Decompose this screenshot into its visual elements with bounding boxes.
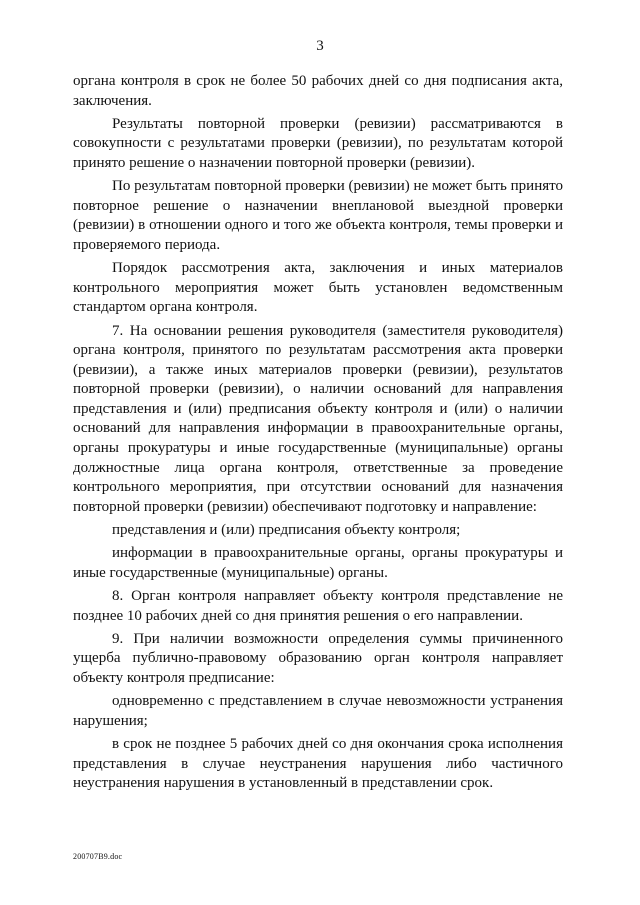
paragraph-item-7-sub-1: представления и (или) предписания объекту контроля; bbox=[112, 522, 461, 539]
paragraph-repeat-audit-results: Результаты повторной проверки (ревизии) рассматриваются в совокупности с результатами проверки (ревизии), по результатам которой принято решение о назначении повторной проверки (ревизии). bbox=[73, 115, 563, 171]
document-body bbox=[73, 72, 563, 797]
paragraph-continuation: органа контроля в срок не более 50 рабочих дней со дня подписания акта, заключения. bbox=[73, 73, 563, 109]
file-name-footer: 200707B9.doc bbox=[73, 852, 123, 861]
paragraph-item-8: 8. Орган контроля направляет объекту контроля представление не позднее 10 рабочих дней со дня принятия решения о его направлении. bbox=[73, 588, 563, 624]
paragraph-item-9-sub-2: в срок не позднее 5 рабочих дней со дня окончания срока исполнения представления в случае неустранения нарушения либо частичного неустранения нарушения в установленный в представлении срок. bbox=[73, 735, 563, 792]
paragraph-no-repeat-decision: По результатам повторной проверки (ревизии) не может быть принято повторное решение о назначении внеплановой выездной проверки (ревизии) в отношении одного и того же объекта контроля, темы проверки и проверяемого периода. bbox=[73, 178, 563, 253]
paragraph-item-7-sub-2: информации в правоохранительные органы, органы прокуратуры и иные государственные (муниципальные) органы. bbox=[73, 545, 563, 581]
paragraph-item-7: 7. На основании решения руководителя (заместителя руководителя) органа контроля, принятого по результатам рассмотрения акта проверки (ревизии), а также иных материалов проверки (ревизии), результатов повторной проверки (ревизии), о наличии оснований для направления представления и (или) предписания объекту контроля и (или) о наличии оснований для направления информации в правоохранительные органы, органы прокуратуры и иные государственные (муниципальные) органы должностные лица органа контроля, ответственные за проведение контрольного мероприятия, при отсутствии оснований для назначения повторной проверки (ревизии) обеспечивают подготовку и направление: bbox=[73, 322, 563, 515]
page-number: 3 bbox=[316, 38, 324, 54]
paragraph-item-9-sub-1: одновременно с представлением в случае невозможности устранения нарушения; bbox=[73, 693, 563, 729]
paragraph-review-procedure: Порядок рассмотрения акта, заключения и иных материалов контрольного мероприятия может быть установлен ведомственным стандартом органа контроля. bbox=[73, 260, 563, 316]
paragraph-item-9: 9. При наличии возможности определения суммы причиненного ущерба публично-правовому образованию орган контроля направляет объекту контроля предписание: bbox=[73, 630, 563, 686]
